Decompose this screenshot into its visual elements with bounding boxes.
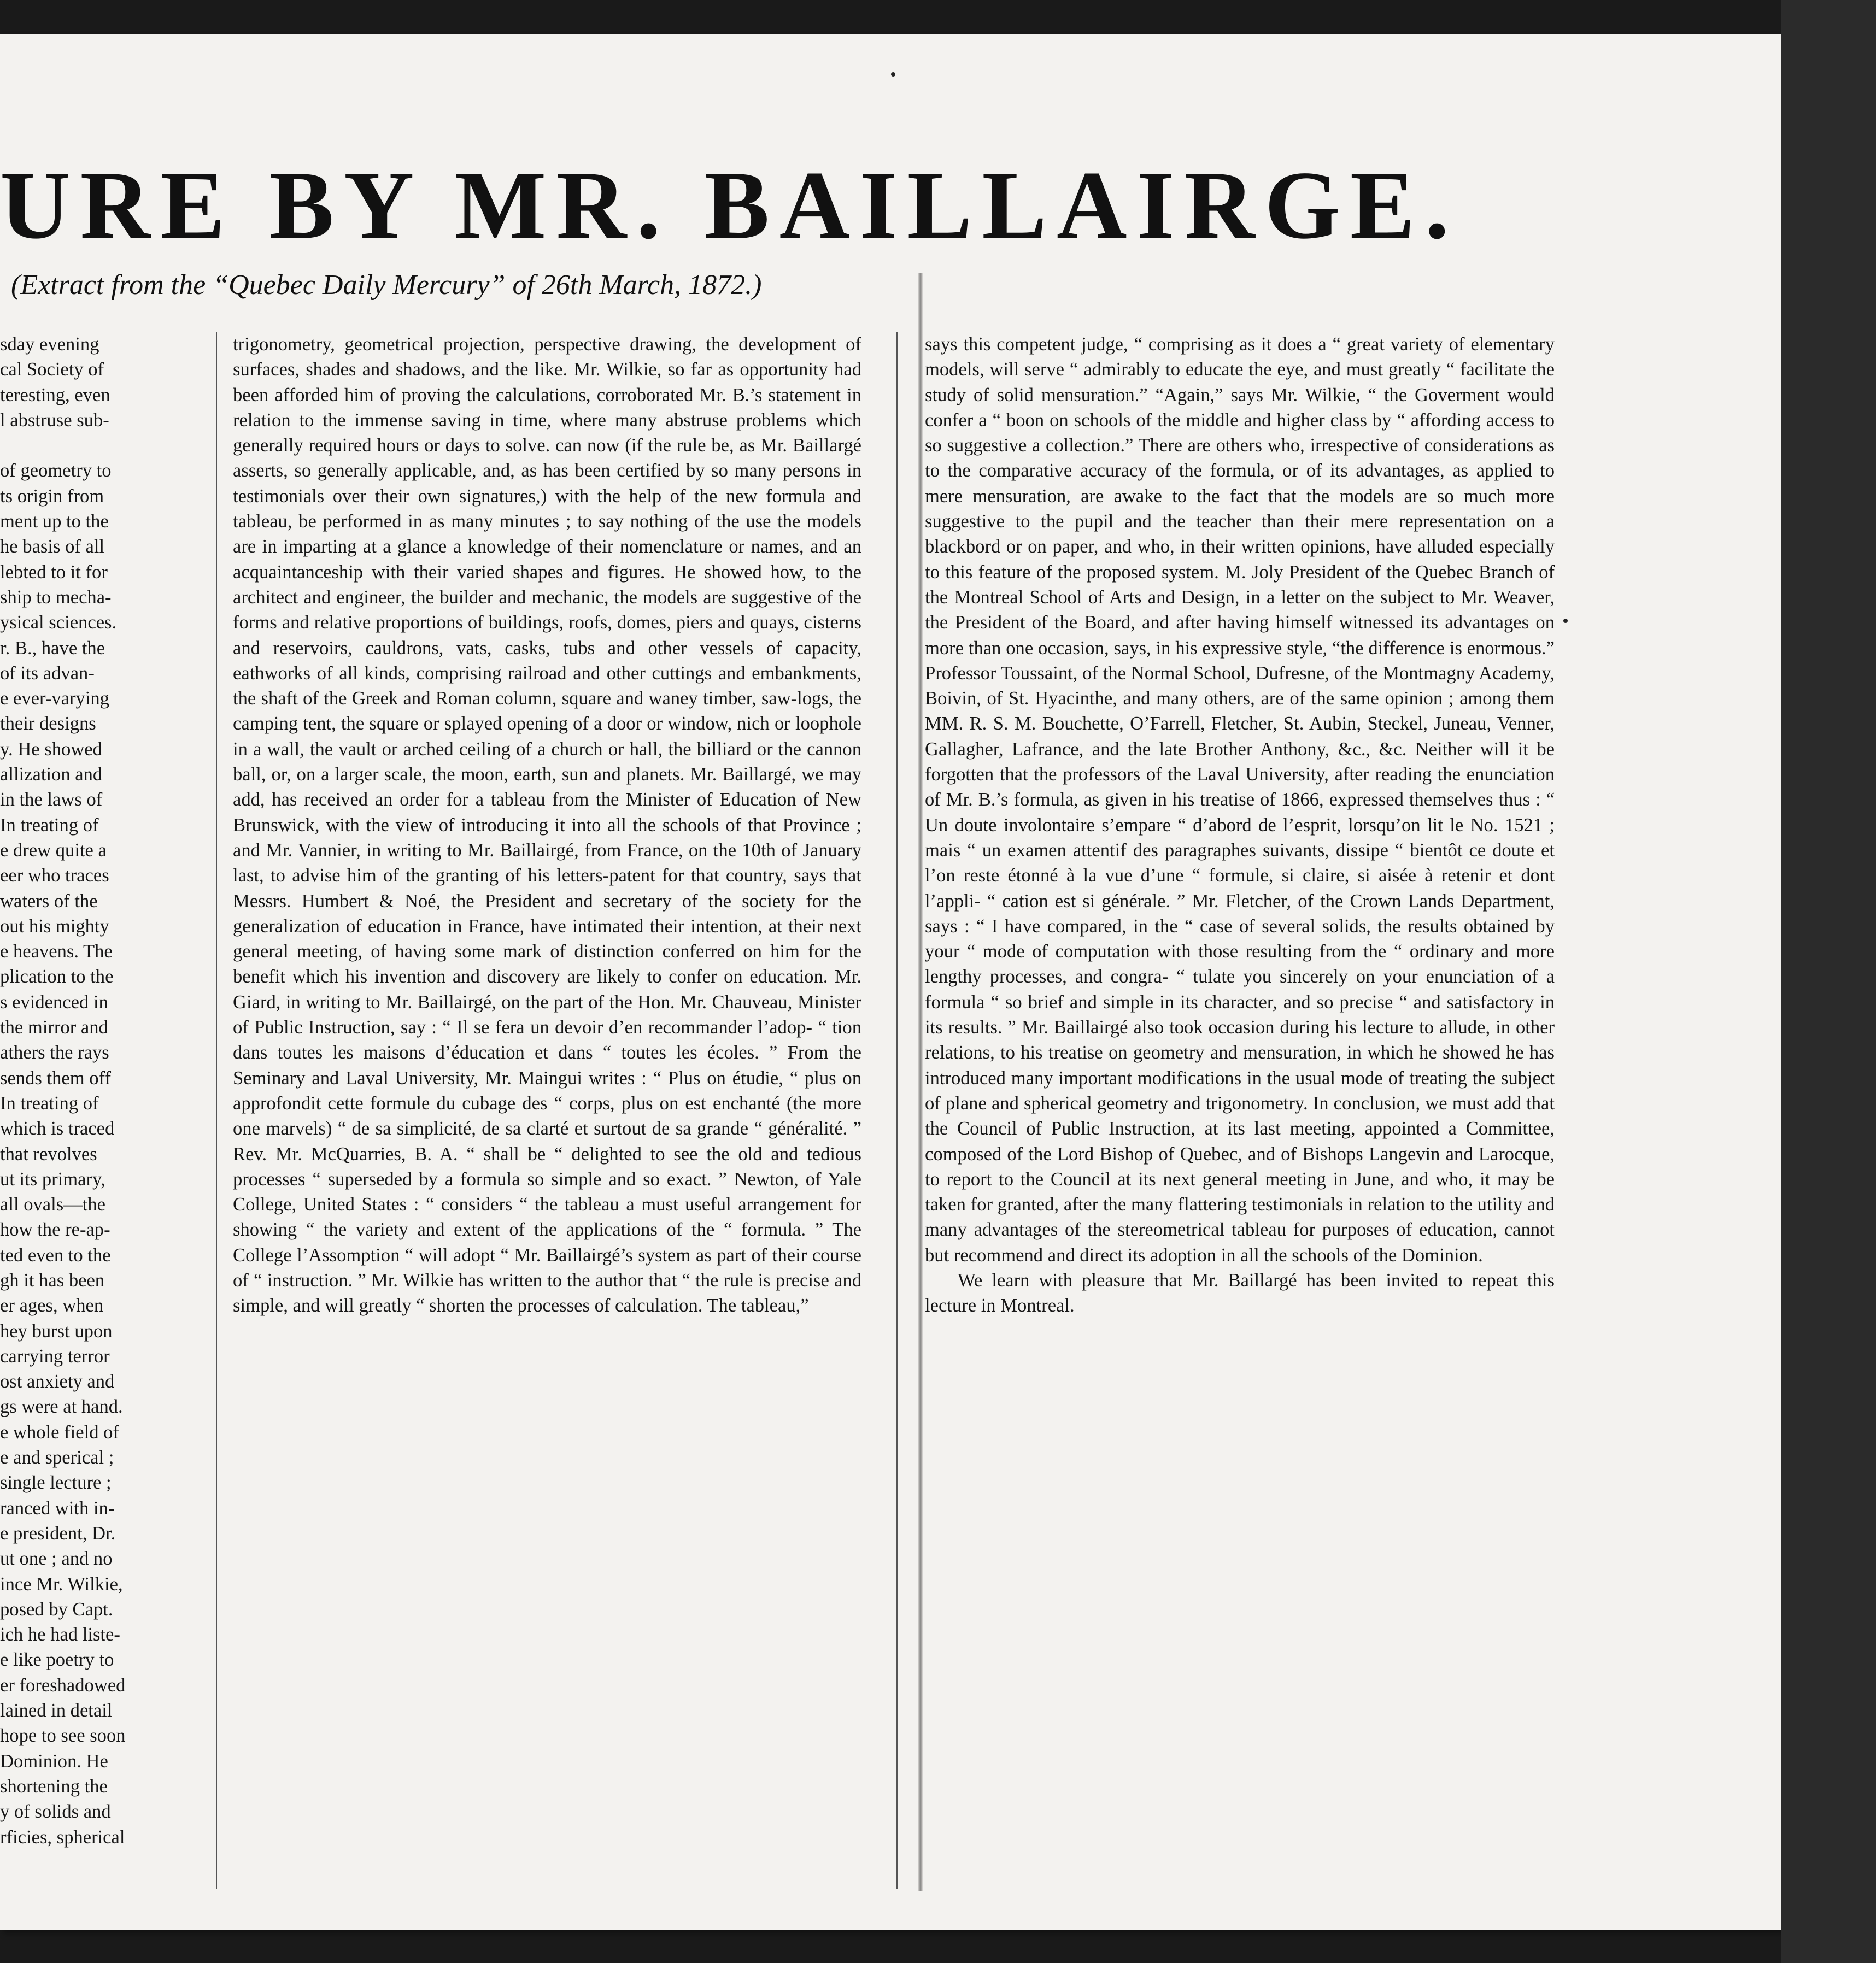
column-1-line: e ever-varying bbox=[0, 688, 109, 709]
column-1-line: ich he had liste- bbox=[0, 1624, 120, 1645]
column-1-line: that revolves bbox=[0, 1143, 97, 1165]
column-1-line: e president, Dr. bbox=[0, 1523, 116, 1544]
ink-dot bbox=[1563, 619, 1568, 623]
column-1-line: lebted to it for bbox=[0, 561, 108, 583]
column-1-line: waters of the bbox=[0, 890, 98, 912]
column-1-line: single lecture ; bbox=[0, 1472, 112, 1494]
column-1-line: in the laws of bbox=[0, 789, 103, 810]
column-1-line: e and sperical ; bbox=[0, 1447, 114, 1468]
column-1-line: ut one ; and no bbox=[0, 1548, 113, 1570]
column-1-line bbox=[0, 433, 192, 458]
column-1-line: eer who traces bbox=[0, 865, 109, 886]
column-1-line: rficies, spherical bbox=[0, 1826, 125, 1848]
column-1-line: posed by Capt. bbox=[0, 1598, 113, 1620]
column-1-line: ts origin from bbox=[0, 485, 104, 507]
column-1-line: cal Society of bbox=[0, 359, 104, 380]
column-1-line: y. He showed bbox=[0, 738, 102, 760]
newspaper-page bbox=[0, 34, 1781, 1930]
column-1-line: ince Mr. Wilkie, bbox=[0, 1573, 123, 1595]
column-1-line: plication to the bbox=[0, 966, 114, 988]
column-1-line: athers the rays bbox=[0, 1042, 109, 1063]
column-1-line: the mirror and bbox=[0, 1017, 108, 1038]
headline: URE BY MR. BAILLAIRGE. bbox=[0, 151, 1459, 259]
column-1-line: allization and bbox=[0, 764, 103, 785]
column-1-line: all ovals—the bbox=[0, 1194, 106, 1215]
column-2 bbox=[233, 332, 861, 1906]
column-1-line: ost anxiety and bbox=[0, 1371, 115, 1392]
column-1-line: sday evening bbox=[0, 334, 99, 355]
column-3-paragraph-1: says this competent judge, “ comprising as it does a “ great variety of elementary models, will serve “ admirably to educate the eye, and must greatly “ facilitate the study of solid mensuration.” “Again,” says Mr. Wilkie, “ the Goverment would confer a “ boon on schools of the middle and higher class by “ affording access to so suggestive a collection.” There are others who, irrespective of considerations as to the comparative accuracy of the formula, or of its advantages, as applied to mere mensuration, are awake to the fact that the models are so much more suggestive to the pupil and the teacher than their mere representation on a blackbord or on paper, and who, in their written opinions, have alluded especially to this feature of the proposed system. M. Joly President of the Quebec Branch of the Montreal School of Arts and Design, in a letter on the subject to Mr. Weaver, the President of the Board, and after having himself witnessed its advantages on more than one occasion, says, in his expressive style, “the difference is enormous.” Professor Toussaint, of the Normal School, Dufresne, of the Montmagny Academy, Boivin, of St. Hyacinthe, and many others, are of the same opinion ; among them MM. R. S. M. Bouchette, O’Farrell, Fletcher, St. Aubin, Steckel, Juneau, Venner, Gallagher, Lafrance, and the late Brother Anthony, &c., &c. Neither will it be forgotten that the professors of the Laval University, after reading the enunciation of Mr. B.’s formula, as given in his treatise of 1866, expressed themselves thus : “ Un doute involontaire s’empare “ d’abord de l’esprit, lorsqu’on lit le No. 1521 ; mais “ un examen attentif des paragraphes suivants, dissipe “ bientôt ce doute et l’on reste étonné à la vue d’une “ formule, si claire, si aisée à retenir et dont l’appli- “ cation est si générale. ” Mr. Fletcher, of the Crown Lands Department, says : “ I have compared, in the “ case of several solids, the results obtained by your “ mode of computation with those resulting from the “ ordinary and more lengthy processes, and congra- “ tulate you sincerely on your enunciation of a formula “ so brief and simple in its character, and so precise “ and satisfactory in its results. ” Mr. Baillairgé also took occasion during his lecture to allude, in other relations, to his treatise on geometry and mensuration, in which he showed he has introduced many important modifications in the usual mode of treating the subject of plane and spherical geometry and trigonometry. In conclusion, we must add that the Council of Public Instruction, at its last meeting, appointed a Committee, composed of the Lord Bishop of Quebec, and of Bishops Langevin and Larocque, to report to the Council at its next general meeting in June, and who, it may be taken for granted, after the many flattering testimonials in relation to the utility and many advantages of the stereometrical tableau for purposes of education, cannot but recommend and direct its adoption in all the schools of the Dominion. bbox=[925, 334, 1555, 1266]
column-1-line: ment up to the bbox=[0, 511, 109, 532]
subtitle: (Extract from the “Quebec Daily Mercury” of 26th March, 1872.) bbox=[11, 269, 762, 301]
column-1-line: In treating of bbox=[0, 1092, 99, 1114]
column-1-line: y of solids and bbox=[0, 1801, 111, 1823]
column-1-line: er foreshadowed bbox=[0, 1674, 126, 1696]
column-3 bbox=[925, 332, 1555, 1906]
column-1-line: e like poetry to bbox=[0, 1649, 114, 1671]
column-1-line: e heavens. The bbox=[0, 941, 113, 962]
column-1-line: teresting, even bbox=[0, 384, 110, 405]
column-1-line: e drew quite a bbox=[0, 839, 107, 861]
column-1-line: l abstruse sub- bbox=[0, 409, 109, 431]
column-1-line: In treating of bbox=[0, 814, 99, 836]
column-1-line: carrying terror bbox=[0, 1345, 110, 1367]
column-1-line: shortening the bbox=[0, 1776, 108, 1797]
column-1-line: sends them off bbox=[0, 1067, 111, 1089]
column-3-paragraph-2: We learn with pleasure that Mr. Baillargé has been invited to repeat this lecture in Montreal. bbox=[925, 1270, 1555, 1316]
column-1-line: which is traced bbox=[0, 1118, 115, 1139]
column-1-line: ut its primary, bbox=[0, 1168, 105, 1190]
column-1-line: how the re-ap- bbox=[0, 1219, 110, 1241]
column-1-line: ship to mecha- bbox=[0, 586, 112, 608]
column-1-line: r. B., have the bbox=[0, 637, 105, 659]
column-1-line: of geometry to bbox=[0, 460, 112, 481]
page-fold bbox=[918, 273, 923, 1891]
column-1 bbox=[0, 332, 192, 1906]
column-1-line: he basis of all bbox=[0, 536, 105, 557]
column-1-line: Dominion. He bbox=[0, 1750, 108, 1772]
column-1-line: gs were at hand. bbox=[0, 1396, 123, 1418]
scan-background bbox=[1781, 0, 1876, 1963]
column-1-line: hope to see soon bbox=[0, 1725, 126, 1747]
ink-dot bbox=[891, 72, 895, 77]
column-1-line: out his mighty bbox=[0, 915, 109, 937]
column-1-line: of its advan- bbox=[0, 662, 95, 684]
column-1-line: their designs bbox=[0, 713, 96, 734]
column-1-line: gh it has been bbox=[0, 1270, 105, 1291]
column-1-line: e whole field of bbox=[0, 1421, 119, 1443]
column-1-line: er ages, when bbox=[0, 1295, 104, 1316]
column-2-text: trigonometry, geometrical projection, perspective drawing, the development of surfaces, shades and shadows, and the like. Mr. Wilkie, so far as opportunity had been afforded him of proving the calculations, corroborated Mr. B.’s statement in relation to the immense saving in time, where many abstruse problems which generally required hours or days to solve. can now (if the rule be, as Mr. Baillargé asserts, so generally applicable, and, as has been certified by so many persons in testimonials over their own signatures,) with the help of the new formula and tableau, be performed in as many minutes ; to say nothing of the use the models are in imparting at a glance a knowledge of their nomenclature or names, and an acquaintanceship with their varied shapes and figures. He showed how, to the architect and engineer, the builder and mechanic, the models are suggestive of the forms and relative proportions of buildings, roofs, domes, piers and quays, cisterns and reservoirs, cauldrons, vats, casks, tubs and other vessels of capacity, eathworks of all kinds, comprising railroad and other cuttings and embankments, the shaft of the Greek and Roman column, square and waney timber, saw-logs, the camping tent, the square or splayed opening of a door or window, nich or loophole in a wall, the vault or arched ceiling of a church or hall, the billiard or the cannon ball, or, on a larger scale, the moon, earth, sun and planets. Mr. Baillargé, we may add, has received an order for a tableau from the Minister of Education of New Brunswick, with the view of introducing it into all the schools of that Province ; and Mr. Vannier, in writing to Mr. Baillairgé, from France, on the 10th of January last, to advise him of the granting of his letters-patent for that country, says that Messrs. Humbert & Noé, the President and secretary of the society for the generalization of education in France, have intimated their intention, at their next general meeting, of having some mark of distinction conferred on him for the benefit which his invention and discovery are likely to confer on education. Mr. Giard, in writing to Mr. Baillairgé, on the part of the Hon. Mr. Chauveau, Minister of Public Instruction, say : “ Il se fera un devoir d’en recommander l’adop- “ tion dans toutes les maisons d’éducation et dans “ toutes les écoles. ” From the Seminary and Laval University, Mr. Maingui writes : “ Plus on étudie, “ plus on approfondit cette formule du cubage des “ corps, plus on est enchanté (the more one marvels) “ de sa simplicité, de sa clarté et surtout de sa grande “ généralité. ” Rev. Mr. McQuarries, B. A. “ shall be “ delighted to see the old and tedious processes “ superseded by a formula so simple and so exact. ” Newton, of Yale College, United States : “ considers “ the tableau a must useful arrangement for showing “ the variety and extent of the applications of the “ formula. ” The College l’Assomption “ will adopt “ Mr. Baillairgé’s system as part of their course of “ instruction. ” Mr. Wilkie has written to the author that “ the rule is precise and simple, and will greatly “ shorten the processes of calculation. The tableau,” bbox=[233, 334, 861, 1316]
column-1-line: ranced with in- bbox=[0, 1497, 115, 1519]
column-1-line: s evidenced in bbox=[0, 991, 108, 1013]
column-1-line: hey burst upon bbox=[0, 1320, 113, 1342]
column-1-line: ted even to the bbox=[0, 1244, 111, 1266]
column-1-line: lained in detail bbox=[0, 1700, 113, 1721]
column-rule-2 bbox=[896, 332, 898, 1889]
column-1-line: ysical sciences. bbox=[0, 612, 117, 633]
column-rule-1 bbox=[216, 332, 217, 1889]
